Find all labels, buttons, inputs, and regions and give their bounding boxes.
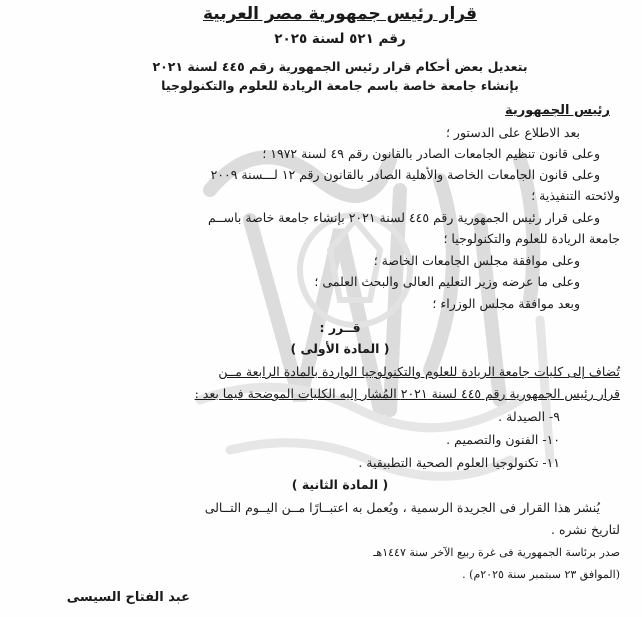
signature: عبد الفتاح السيسى — [66, 590, 190, 605]
preamble-line-6: جامعة الريادة للعلوم والتكنولوجيا ؛ — [443, 231, 620, 246]
issued-line: صدر برئاسة الجمهورية فى غرة ربيع الآخر سنة ١٤٤٧هـ — [373, 546, 620, 559]
preamble-line-1: بعد الاطلاع على الدستور ؛ — [445, 125, 580, 140]
decree-subject-line-2: بإنشاء جامعة خاصة باسم جامعة الريادة للعلوم والتكنولوجيا — [161, 78, 519, 93]
article-1-heading: ( المادة الأولى ) — [290, 341, 390, 356]
article-1-text-line-1: تُضاف إلى كليات جامعة الريادة للعلوم والتكنولوجيا الواردة بالمادة الرابعة مــن — [218, 364, 620, 379]
preamble-line-8: وعلى ما عرضه وزير التعليم العالى والبحث العلمى ؛ — [314, 274, 580, 289]
article-2-heading: ( المادة الثانية ) — [291, 477, 389, 492]
article-1-item-9: ٩- الصيدلة . — [498, 409, 560, 424]
preamble-line-2: وعلى قانون تنظيم الجامعات الصادر بالقانون رقم ٤٩ لسنة ١٩٧٢ ؛ — [262, 146, 600, 161]
preamble-line-9: وبعد موافقة مجلس الوزراء ؛ — [432, 296, 580, 311]
preamble-line-3: وعلى قانون الجامعات الخاصة والأهلية الصادر بالقانون رقم ١٢ لـــسنة ٢٠٠٩ — [210, 167, 600, 182]
decree-title: قرار رئيس جمهورية مصر العربية — [202, 4, 477, 24]
article-2-text-line-2: لتاريخ نشره . — [551, 522, 620, 537]
preamble-line-7: وعلى موافقة مجلس الجامعات الخاصة ؛ — [373, 253, 580, 268]
preamble-line-4: ولائحته التنفيذية ؛ — [531, 188, 620, 203]
decided-heading: قــرر : — [319, 320, 361, 335]
article-1-item-11: ١١- تكنولوجيا العلوم الصحية التطبيقية . — [358, 455, 560, 470]
gregorian-date-line: (الموافق ٢٣ سبتمبر سنة ٢٠٢٥م) . — [462, 568, 620, 581]
decree-subject-line-1: بتعديل بعض أحكام قرار رئيس الجمهورية رقم ٤٤٥ لسنة ٢٠٢١ — [152, 59, 528, 74]
decree-number: رقم ٥٢١ لسنة ٢٠٢٥ — [274, 31, 406, 47]
issuer-heading: رئيس الجمهورية — [505, 103, 610, 118]
article-1-item-10: ١٠- الفنون والتصميم . — [446, 432, 560, 447]
article-2-text-line-1: يُنشر هذا القرار فى الجريدة الرسمية ، ويُعمل به اعتبــارًا مــن اليــوم التــالى — [204, 500, 600, 515]
preamble-line-5: وعلى قرار رئيس الجمهورية رقم ٤٤٥ لسنة ٢٠٢١ بإنشاء جامعة خاصة باســم — [208, 210, 600, 225]
article-1-text-line-2: قرار رئيس الجمهورية رقم ٤٤٥ لسنة ٢٠٢١ المُشار إليه الكليات الموضحة فيما بعد : — [194, 386, 620, 401]
